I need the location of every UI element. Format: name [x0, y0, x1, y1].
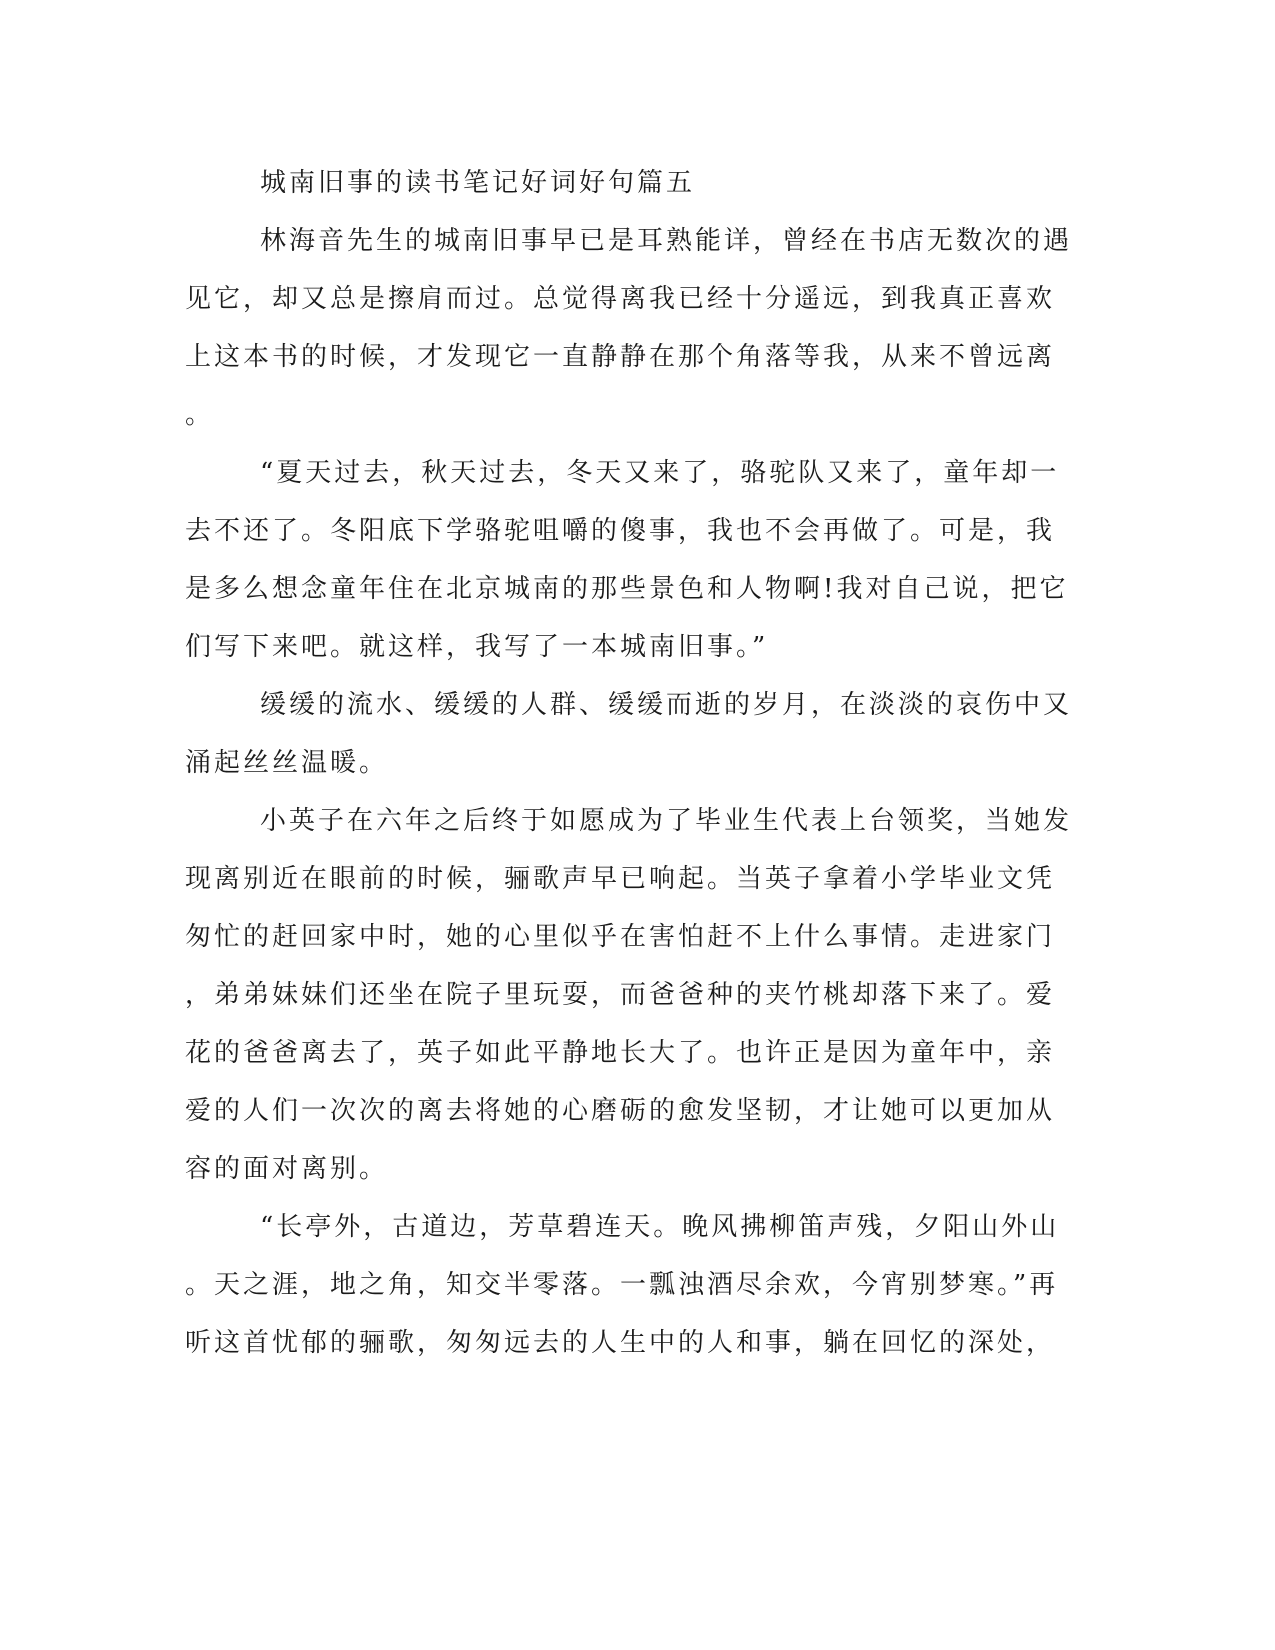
paragraph-line: 现离别近在眼前的时候，骊歌声早已响起。当英子拿着小学毕业文凭	[185, 864, 1056, 894]
paragraph-line: 们写下来吧。就这样，我写了一本城南旧事。”	[185, 632, 769, 662]
paragraph-line: 匆忙的赶回家中时，她的心里似乎在害怕赶不上什么事情。走进家门	[185, 922, 1056, 952]
paragraph-line: 小英子在六年之后终于如愿成为了毕业生代表上台领奖，当她发	[260, 806, 1073, 836]
paragraph-line: 林海音先生的城南旧事早已是耳熟能详，曾经在书店无数次的遇	[260, 226, 1073, 256]
paragraph-line: 爱的人们一次次的离去将她的心磨砺的愈发坚韧，才让她可以更加从	[185, 1096, 1056, 1126]
paragraph-line: 缓缓的流水、缓缓的人群、缓缓而逝的岁月，在淡淡的哀伤中又	[260, 690, 1073, 720]
paragraph-line: 听这首忧郁的骊歌，匆匆远去的人生中的人和事，躺在回忆的深处，	[185, 1328, 1056, 1358]
paragraph-line: 涌起丝丝温暖。	[185, 748, 389, 778]
paragraph-line: 上这本书的时候，才发现它一直静静在那个角落等我，从来不曾远离	[185, 342, 1056, 372]
paragraph-line: 花的爸爸离去了，英子如此平静地长大了。也许正是因为童年中，亲	[185, 1038, 1056, 1068]
paragraph-line: 容的面对离别。	[185, 1154, 389, 1184]
paragraph-line: 。天之涯，地之角，知交半零落。一瓢浊酒尽余欢，今宵别梦寒。”再	[185, 1270, 1059, 1300]
paragraph-line: “夏天过去，秋天过去，冬天又来了，骆驼队又来了，童年却一	[260, 458, 1060, 488]
paragraph-line: 见它，却又总是擦肩而过。总觉得离我已经十分遥远，到我真正喜欢	[185, 284, 1056, 314]
paragraph-line: 去不还了。冬阳底下学骆驼咀嚼的傻事，我也不会再做了。可是，我	[185, 516, 1056, 546]
paragraph-line: 。	[185, 400, 215, 430]
paragraph-line: “长亭外，古道边，芳草碧连天。晚风拂柳笛声残，夕阳山外山	[260, 1212, 1060, 1242]
paragraph-line: 是多么想念童年住在北京城南的那些景色和人物啊!我对自己说，把它	[185, 574, 1069, 604]
document-title: 城南旧事的读书笔记好词好句篇五	[260, 168, 696, 198]
paragraph-line: ，弟弟妹妹们还坐在院子里玩耍，而爸爸种的夹竹桃却落下来了。爱	[185, 980, 1056, 1010]
